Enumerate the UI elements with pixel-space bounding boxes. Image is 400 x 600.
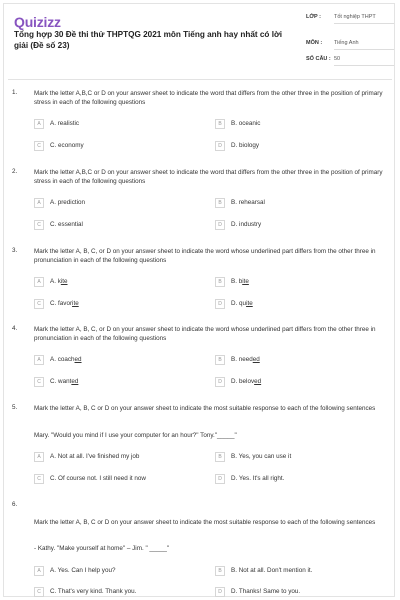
underlined-part: ite [60,278,68,285]
question-number: 3. [12,247,18,254]
option-text: A. kite [50,278,68,285]
option-text: A. Not at all. I've finished my job [50,453,140,460]
option-letter-box: B [215,277,225,287]
option-letter-box: B [215,198,225,208]
grade-label: LỚP : [306,14,321,20]
option-text: C. favorite [50,300,79,307]
option-letter-box: A [34,566,44,576]
option-letter-box: C [34,377,44,387]
option-text: A. coached [50,356,82,363]
underlined-part: ite [246,300,253,307]
option-letter-box: A [34,277,44,287]
option-text: C. wanted [50,378,79,385]
option-text: C. essential [50,221,83,228]
question-text: Mark the letter A, B, C or D on your answer sheet to indicate the most suitable response to each of the following sentences [34,405,376,412]
option-letter-box: C [34,299,44,309]
underlined-part: ed [252,356,260,363]
count-value: 50 [334,56,394,66]
question-text: Mark the letter A, B, C or D on your answer sheet to indicate the most suitable response to each of the following sentences [34,519,376,526]
option-letter-box: C [34,141,44,151]
option-letter-box: C [34,587,44,597]
option-text: D. quite [231,300,253,307]
underlined-part: ite [242,278,249,285]
option-text: B. Yes, you can use it [231,453,292,460]
question-number: 6. [12,501,18,508]
option-text: B. oceanic [231,120,261,127]
question-number: 4. [12,325,18,332]
option-text: D. beloved [231,378,262,385]
option-letter-box: A [34,452,44,462]
option-text: C. That's very kind. Thank you. [50,588,137,595]
document-title: Tổng hợp 30 Đề thi thử THPTQG 2021 môn Tiếng anh hay nhất có lời giải (Đề số 23) [14,30,283,50]
question-dialogue: Mary. "Would you mind if I use your computer for an hour?" Tony."_____" [34,432,237,439]
option-letter-box: D [215,474,225,484]
option-letter-box: D [215,220,225,230]
question-number: 1. [12,89,18,96]
option-letter-box: D [215,299,225,309]
quizizz-logo: Quizizz [14,14,61,30]
question-text: Mark the letter A, B, C, or D on your answer sheet to indicate the word whose underlined part differs from the other three in pronunciation in each of the following questions [34,248,376,264]
option-letter-box: B [215,452,225,462]
underlined-part: ed [71,378,79,385]
question-text: Mark the letter A,B,C or D on your answer sheet to indicate the word that differs from the other three in the position of primary stress in each of the following questions [34,169,383,185]
option-letter-box: C [34,220,44,230]
option-text: C. Of course not. I still need it now [50,475,146,482]
option-letter-box: A [34,119,44,129]
option-text: C. economy [50,142,84,149]
option-text: D. Yes. It's all right. [231,475,285,482]
option-text: B. bite [231,278,249,285]
option-text: B. rehearsal [231,199,265,206]
option-letter-box: D [215,587,225,597]
question-number: 2. [12,168,18,175]
question-text: Mark the letter A,B,C or D on your answer sheet to indicate the word that differs from the other three in the position of primary stress in each of the following questions [34,90,383,106]
option-letter-box: A [34,198,44,208]
count-label: SỐ CÂU : [306,56,331,62]
option-letter-box: D [215,141,225,151]
option-text: D. biology [231,142,260,149]
option-text: D. industry [231,221,262,228]
option-letter-box: B [215,355,225,365]
header [14,14,388,62]
option-letter-box: A [34,355,44,365]
option-text: D. Thanks! Same to you. [231,588,301,595]
subject-label: MÔN : [306,40,323,46]
header-divider [8,79,392,80]
question-text: Mark the letter A, B, C, or D on your answer sheet to indicate the word whose underlined part differs from the other three in pronunciation in each of the following questions [34,326,376,342]
option-letter-box: B [215,566,225,576]
option-text: B. Not at all. Don't mention it. [231,567,313,574]
option-letter-box: C [34,474,44,484]
option-letter-box: B [215,119,225,129]
underlined-part: ed [74,356,82,363]
option-text: A. realistic [50,120,80,127]
underlined-part: ed [254,378,262,385]
question-number: 5. [12,404,18,411]
question-dialogue: - Kathy. "Make yourself at home" – Jim. " _____" [34,545,170,552]
grade-value: Tốt nghiệp THPT [334,14,394,24]
option-text: B. needed [231,356,260,363]
subject-value: Tiếng Anh [334,40,394,50]
option-letter-box: D [215,377,225,387]
option-text: A. Yes. Can I help you? [50,567,116,574]
option-text: A. prediction [50,199,86,206]
underlined-part: ite [72,300,79,307]
